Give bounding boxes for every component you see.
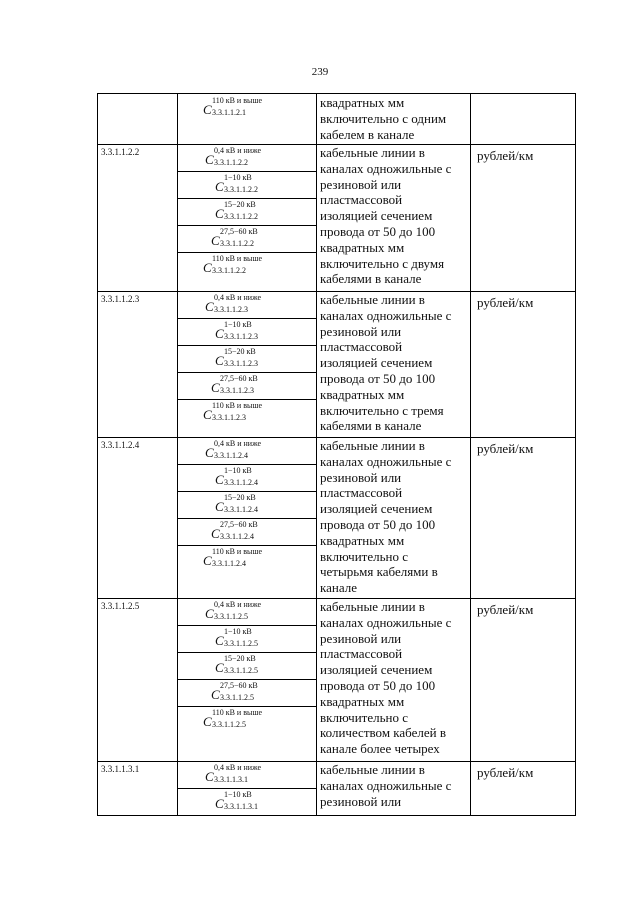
description-line: кабельные линии в	[320, 762, 425, 777]
coefficient-letter: C	[215, 633, 224, 648]
index-subscript: 3.3.1.1.2.5	[212, 720, 246, 729]
coefficient-letter: C	[215, 660, 224, 675]
page-number: 239	[311, 66, 329, 78]
sub-row-divider	[177, 625, 316, 626]
coefficient-letter: C	[205, 152, 214, 167]
coefficient-letter: C	[211, 233, 220, 248]
description-line: каналах одножильные с	[320, 614, 452, 630]
unit-label: рублей/км	[477, 602, 534, 617]
voltage-superscript: 15−20 кВ	[224, 493, 256, 502]
description-text	[320, 292, 472, 434]
index-subscript: 3.3.1.1.2.2	[212, 266, 246, 275]
sub-row-divider	[177, 171, 316, 172]
sub-row-divider	[177, 198, 316, 199]
description-line: резиновой или	[320, 630, 402, 646]
description-line: квадратных мм	[320, 239, 405, 255]
voltage-superscript: 15−20 кВ	[224, 200, 256, 209]
voltage-superscript: 110 кВ и выше	[212, 708, 263, 717]
voltage-superscript: 15−20 кВ	[224, 347, 256, 356]
coefficient-letter: C	[215, 353, 224, 368]
coefficient-letter: C	[215, 796, 224, 811]
sub-row-divider	[177, 345, 316, 346]
voltage-superscript: 0,4 кВ и ниже	[214, 763, 262, 772]
index-subscript: 3.3.1.1.2.3	[220, 386, 254, 395]
row-code: 3.3.1.1.2.5	[101, 601, 140, 611]
coefficient-letter: C	[215, 472, 224, 487]
description-line: количеством кабелей в	[320, 725, 446, 741]
index-subscript: 3.3.1.1.2.3	[224, 359, 258, 368]
voltage-superscript: 110 кВ и выше	[212, 547, 263, 556]
coefficient-letter: C	[203, 553, 212, 568]
index-subscript: 3.3.1.1.3.1	[224, 802, 258, 811]
description-line: резиновой или	[320, 469, 402, 485]
sub-row-divider	[177, 518, 316, 519]
coefficient-letter: C	[203, 407, 212, 422]
index-subscript: 3.3.1.1.2.2	[214, 158, 248, 167]
voltage-superscript: 1−10 кВ	[224, 173, 252, 182]
coefficient-letter: C	[215, 326, 224, 341]
description-line: включительно с	[320, 709, 408, 725]
description-line: изоляцией сечением	[320, 662, 433, 678]
description-line: квадратных мм	[320, 693, 405, 709]
description-line: пластмассовой	[320, 485, 403, 501]
description-line: изоляцией сечением	[320, 501, 433, 517]
index-subscript: 3.3.1.1.2.5	[224, 639, 258, 648]
index-subscript: 3.3.1.1.2.5	[224, 666, 258, 675]
description-text	[320, 599, 472, 757]
unit-label: рублей/км	[477, 441, 534, 456]
voltage-superscript: 27,5−60 кВ	[220, 520, 258, 529]
row-code: 3.3.1.1.2.4	[101, 440, 140, 450]
sub-row-divider	[177, 652, 316, 653]
description-line: каналах одножильные с	[320, 307, 452, 323]
description-line: включительно с двумя	[320, 255, 445, 271]
description-line: включительно с тремя	[320, 402, 444, 418]
index-subscript: 3.3.1.1.2.1	[212, 108, 246, 117]
description-line: четырьмя кабелями в	[320, 564, 438, 580]
voltage-superscript: 0,4 кВ и ниже	[214, 293, 262, 302]
coefficient-letter: C	[215, 206, 224, 221]
description-line: кабелями в канале	[320, 418, 422, 434]
index-subscript: 3.3.1.1.2.5	[220, 693, 254, 702]
coefficient-letter: C	[205, 606, 214, 621]
voltage-superscript: 110 кВ и выше	[212, 254, 263, 263]
description-line: провода от 50 до 100	[320, 223, 436, 239]
description-line: пластмассовой	[320, 646, 403, 662]
sub-row-divider	[177, 788, 316, 789]
index-subscript: 3.3.1.1.3.1	[214, 775, 248, 784]
description-line: квадратных мм	[320, 532, 405, 548]
sub-row-divider	[177, 464, 316, 465]
coefficient-letter: C	[205, 769, 214, 784]
coefficient-letter: C	[211, 526, 220, 541]
voltage-superscript: 0,4 кВ и ниже	[214, 146, 262, 155]
sub-row-divider	[177, 706, 316, 707]
description-line: провода от 50 до 100	[320, 516, 436, 532]
description-line: резиновой или	[320, 176, 402, 192]
description-line: кабелями в канале	[320, 271, 422, 287]
coefficient-letter: C	[205, 299, 214, 314]
description-line: канале более четырех	[320, 741, 440, 757]
index-subscript: 3.3.1.1.2.3	[212, 413, 246, 422]
voltage-superscript: 0,4 кВ и ниже	[214, 600, 262, 609]
voltage-superscript: 27,5−60 кВ	[220, 681, 258, 690]
sub-row-divider	[177, 491, 316, 492]
coefficient-letter: C	[203, 714, 212, 729]
unit-label: рублей/км	[477, 765, 534, 780]
column-divider	[316, 94, 317, 815]
sub-row-divider	[177, 252, 316, 253]
sub-row-divider	[177, 225, 316, 226]
sub-row-divider	[177, 545, 316, 546]
sub-row-divider	[177, 318, 316, 319]
coefficient-letter: C	[205, 445, 214, 460]
tariff-table	[97, 93, 576, 816]
voltage-superscript: 110 кВ и выше	[212, 401, 263, 410]
coefficient-letter: C	[215, 499, 224, 514]
description-text	[320, 145, 472, 287]
coefficient-letter: C	[215, 179, 224, 194]
voltage-superscript: 110 кВ и выше	[212, 96, 263, 105]
description-line: кабелем в канале	[320, 126, 415, 142]
description-line: резиновой или	[320, 793, 402, 809]
coefficient-letter: C	[203, 102, 212, 117]
description-line: резиновой или	[320, 323, 402, 339]
index-subscript: 3.3.1.1.2.5	[214, 612, 248, 621]
sub-row-divider	[177, 679, 316, 680]
row-code: 3.3.1.1.2.2	[101, 147, 140, 157]
voltage-superscript: 0,4 кВ и ниже	[214, 439, 262, 448]
voltage-superscript: 27,5−60 кВ	[220, 374, 258, 383]
index-subscript: 3.3.1.1.2.2	[224, 212, 258, 221]
coefficient-letter: C	[211, 687, 220, 702]
description-line: включительно с	[320, 548, 408, 564]
index-subscript: 3.3.1.1.2.4	[224, 505, 258, 514]
voltage-superscript: 1−10 кВ	[224, 790, 252, 799]
description-text	[320, 762, 472, 809]
index-subscript: 3.3.1.1.2.3	[214, 305, 248, 314]
sub-row-divider	[177, 399, 316, 400]
description-line: пластмассовой	[320, 192, 403, 208]
description-line: квадратных мм	[320, 386, 405, 402]
description-line: каналах одножильные с	[320, 160, 452, 176]
description-text	[320, 95, 472, 142]
description-line: канале	[320, 580, 357, 596]
voltage-superscript: 1−10 кВ	[224, 320, 252, 329]
index-subscript: 3.3.1.1.2.2	[220, 239, 254, 248]
description-line: провода от 50 до 100	[320, 370, 436, 386]
unit-label: рублей/км	[477, 148, 534, 163]
description-line: квадратных мм	[320, 95, 405, 110]
voltage-superscript: 15−20 кВ	[224, 654, 256, 663]
sub-row-divider	[177, 372, 316, 373]
description-line: провода от 50 до 100	[320, 677, 436, 693]
description-line: каналах одножильные с	[320, 777, 452, 793]
description-line: кабельные линии в	[320, 438, 425, 453]
index-subscript: 3.3.1.1.2.3	[224, 332, 258, 341]
index-subscript: 3.3.1.1.2.4	[212, 559, 246, 568]
description-line: каналах одножильные с	[320, 453, 452, 469]
index-subscript: 3.3.1.1.2.4	[224, 478, 258, 487]
description-line: изоляцией сечением	[320, 208, 433, 224]
index-subscript: 3.3.1.1.2.2	[224, 185, 258, 194]
description-line: включительно с одним	[320, 110, 447, 126]
coefficient-letter: C	[203, 260, 212, 275]
description-line: изоляцией сечением	[320, 355, 433, 371]
coefficient-letter: C	[211, 380, 220, 395]
voltage-superscript: 1−10 кВ	[224, 627, 252, 636]
index-subscript: 3.3.1.1.2.4	[214, 451, 248, 460]
description-line: пластмассовой	[320, 339, 403, 355]
unit-label: рублей/км	[477, 295, 534, 310]
description-text	[320, 438, 472, 596]
description-line: кабельные линии в	[320, 292, 425, 307]
description-line: кабельные линии в	[320, 599, 425, 614]
voltage-superscript: 27,5−60 кВ	[220, 227, 258, 236]
row-code: 3.3.1.1.3.1	[101, 764, 140, 774]
voltage-superscript: 1−10 кВ	[224, 466, 252, 475]
description-line: кабельные линии в	[320, 145, 425, 160]
row-code: 3.3.1.1.2.3	[101, 294, 140, 304]
index-subscript: 3.3.1.1.2.4	[220, 532, 254, 541]
